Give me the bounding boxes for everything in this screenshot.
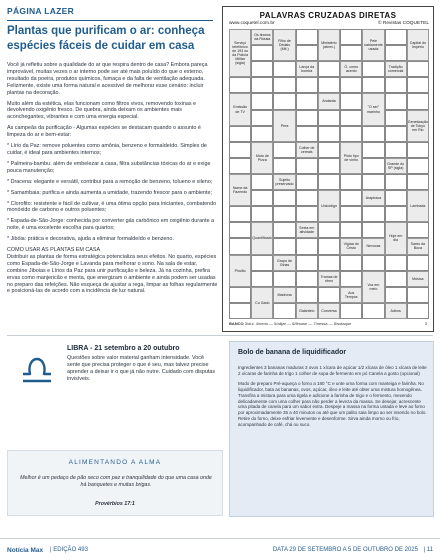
crossword-clue: Ó, como acento (340, 61, 362, 77)
crossword-clue: Lança da bomba (296, 61, 318, 77)
crossword-answer-cell[interactable] (229, 77, 251, 93)
crossword-answer-cell[interactable] (273, 271, 295, 287)
crossword-answer-cell[interactable] (340, 45, 362, 61)
crossword-clue: Grupo de Ginas (273, 255, 295, 271)
recipe-title: Bolo de banana de liquidificador (238, 349, 347, 356)
plant-list-item: * Samambaia: purifica e ainda aumenta a umidade, trazendo frescor para o ambiente; (7, 189, 212, 196)
crossword-answer-cell[interactable] (407, 287, 429, 303)
crossword-answer-cell[interactable] (385, 126, 407, 142)
crossword-answer-cell[interactable] (296, 110, 318, 126)
crossword-puzzle (222, 6, 434, 332)
crossword-answer-cell[interactable] (273, 222, 295, 238)
crossword-answer-cell[interactable] (251, 206, 273, 222)
crossword-clue: Capital do Império (407, 29, 429, 61)
crossword-answer-cell[interactable] (385, 77, 407, 93)
article-paragraph: Muito além da estética, elas funcionam como filtros vivos, removendo toxinas e devolvendo oxigênio fresco. De quebra, ainda deixam os ambientes mais aconchegantes, vibrantes e com uma energia especial. (7, 100, 197, 121)
crossword-clue: Pera (273, 110, 295, 142)
crossword-clue: Unicódigo (318, 190, 340, 222)
crossword-answer-cell[interactable] (362, 174, 384, 190)
crossword-clue: Filho de Dédalo (Mit.) (273, 29, 295, 61)
crossword-answer-cell[interactable] (296, 77, 318, 93)
crossword-answer-cell[interactable] (229, 142, 251, 158)
horoscope-box (7, 341, 223, 441)
crossword-answer-cell[interactable] (385, 45, 407, 61)
crossword-answer-cell[interactable] (229, 206, 251, 222)
page-footer (0, 538, 440, 560)
crossword-clue: Grande do SP (sigla) (385, 158, 407, 174)
plant-list-item: * Espada-de-São-Jorge: conhecida por converter gás carbônico em oxigênio durante a noite, é uma excelente escolha para quartos; (7, 218, 215, 232)
crossword-answer-cell[interactable] (385, 142, 407, 158)
crossword-answer-cell[interactable] (273, 93, 295, 109)
crossword-clue: Quantificado (251, 222, 273, 254)
crossword-clue: Os tiranos da Rússia (251, 29, 273, 45)
crossword-answer-cell[interactable] (273, 77, 295, 93)
crossword-answer-cell[interactable] (251, 126, 273, 142)
crossword-answer-cell[interactable] (385, 271, 407, 287)
crossword-answer-cell[interactable] (340, 93, 362, 109)
crossword-clue: Colher de cereais (296, 142, 318, 158)
crossword-answer-cell[interactable] (296, 190, 318, 206)
footer-page: | 11 (423, 547, 433, 553)
crossword-clue: Aos Tempos (340, 287, 362, 303)
crossword-answer-cell[interactable] (318, 77, 340, 93)
plant-list-item: * Lírio da Paz: remove poluentes como amônia, benzeno e formaldeído. Simples de cuidar, é ideal para ambientes internos; (7, 143, 207, 156)
crossword-clue: Sujeito preservado (273, 174, 295, 190)
crossword-answer-cell[interactable] (296, 174, 318, 190)
plant-list-item: * Palmeira-bambu: além de embelezar a casa, filtra substâncias tóxicas do ar e exige pouca manutenção; (7, 160, 211, 174)
crossword-credits (229, 21, 429, 26)
section-rule (7, 20, 213, 21)
crossword-answer-cell[interactable] (362, 158, 384, 174)
crossword-answer-cell[interactable] (340, 206, 362, 222)
crossword-answer-cell[interactable] (362, 77, 384, 93)
article-subheading: COMO USAR AS PLANTAS EM CASA (7, 247, 101, 254)
crossword-clue: Tramas de ritmo (318, 271, 340, 287)
crossword-bank (229, 321, 351, 326)
crossword-clue: Tradição comercial (385, 61, 407, 77)
article-paragraph: Distribuir as plantas de forma estratégica potencializa seus efeitos. No quarto, espécies como Espada-de-São-Jorge e Lavanda para melhorar o sono. Na sala de estar, combine Jiboias e Lírios da Paz para unir purificação e beleza. Já na cozinha, prefira ervas como manjericão e menta, que energizam o ambiente e ainda podem ser usadas no preparo das refeições. Não esqueça de ajustar a rega, limpar as folhas regularmente e posicioná-las de acordo com a incidência de luz natural. (7, 253, 218, 295)
crossword-clue: Madrona (273, 287, 295, 303)
crossword-answer-cell[interactable] (385, 93, 407, 109)
horoscope-title: LIBRA - 21 setembro a 20 outubro (67, 345, 180, 352)
crossword-answer-cell[interactable] (296, 238, 318, 254)
crossword-answer-cell[interactable] (296, 126, 318, 142)
crossword-answer-cell[interactable] (340, 110, 362, 126)
crossword-answer-cell[interactable] (229, 158, 251, 174)
crossword-bank-words: 3/dui. 4/nedo — 5/alijar — 6/fimose — 7/nessa — 8/sotaque (244, 321, 352, 326)
recipe-body (238, 365, 428, 428)
crossword-clue: Ministério (abrev.) (318, 29, 340, 61)
article-paragraph: As campeãs da purificação - Algumas espécies se destacam quando o assunto é limpeza do ar e bem-estar: (7, 125, 201, 139)
crossword-answer-cell[interactable] (229, 222, 251, 238)
crossword-answer-cell[interactable] (362, 222, 384, 238)
crossword-grid (229, 29, 429, 319)
crossword-answer-cell[interactable] (296, 93, 318, 109)
crossword-answer-cell[interactable] (407, 93, 429, 109)
crossword-answer-cell[interactable] (340, 126, 362, 142)
crossword-clue: Arapiraca (362, 190, 384, 206)
crossword-clue: Serviço telefônico de 193 ou da Polícia Militar (sigla) (229, 29, 251, 77)
crossword-answer-cell[interactable] (296, 206, 318, 222)
recipe-ingredients: Ingredientes 3 bananas maduras 3 ovos 1 xícara de açúcar 1/2 xícara de óleo 1 xícara de leite 2 xícaras de farinha de trigo 1 colher de sopa de fermento em pó Canela a gosto (opcional) (238, 365, 427, 376)
crossword-answer-cell[interactable] (251, 93, 273, 109)
crossword-answer-cell[interactable] (340, 174, 362, 190)
crossword-answer-cell[interactable] (251, 271, 273, 287)
crossword-answer-cell[interactable] (251, 77, 273, 93)
crossword-answer-cell[interactable] (407, 142, 429, 158)
article-headline: Plantas que purificam o ar: conheça espécies fáceis de cuidar em casa (7, 25, 205, 52)
crossword-clue: Emissão de TV (229, 93, 251, 125)
crossword-answer-cell[interactable] (385, 29, 407, 45)
plant-list-item: * Clorofito: resistente e fácil de cultivar, é uma ótima opção para iniciantes, combatendo monóxido de carbono e outros poluentes; (7, 200, 217, 214)
crossword-answer-cell[interactable] (318, 110, 340, 126)
article-paragraph: Você já refletiu sobre a qualidade do ar que respira dentro de casa? Embora pareça improvável, muitas vezes o ar interno pode ser até mais poluído do que o externo, resultado da poeira, produtos químicos, fumaça e da falta de ventilação adequada. Felizmente, existe uma forma natural e acessível de melhorar esse cenário: incluir plantas na decoração. (7, 62, 208, 96)
crossword-answer-cell[interactable] (362, 142, 384, 158)
crossword-answer-cell[interactable] (273, 190, 295, 206)
crossword-answer-cell[interactable] (318, 238, 340, 254)
crossword-clue: Genetização de Tokyo em Rio (407, 110, 429, 142)
crossword-clue: Conversa (318, 303, 340, 319)
crossword-answer-cell[interactable] (318, 287, 340, 303)
crossword-answer-cell[interactable] (385, 174, 407, 190)
section-divider (7, 335, 433, 336)
crossword-answer-cell[interactable] (251, 190, 273, 206)
crossword-answer-cell[interactable] (385, 206, 407, 222)
crossword-clue: Nevocas (362, 238, 384, 254)
crossword-answer-cell[interactable] (251, 174, 273, 190)
crossword-answer-cell[interactable] (407, 77, 429, 93)
crossword-answer-cell[interactable] (407, 222, 429, 238)
crossword-clue: Pinto tipo de vinho (340, 142, 362, 174)
crossword-answer-cell[interactable] (251, 110, 273, 126)
crossword-answer-cell[interactable] (318, 142, 340, 158)
proverb-box (7, 450, 223, 516)
crossword-answer-cell[interactable] (340, 303, 362, 319)
crossword-site: www.coquetel.com.br (229, 21, 275, 26)
crossword-title: PALAVRAS CRUZADAS DIRETAS (259, 11, 397, 20)
crossword-answer-cell[interactable] (229, 287, 251, 303)
crossword-answer-cell[interactable] (407, 255, 429, 271)
crossword-answer-cell[interactable] (229, 126, 251, 142)
crossword-answer-cell[interactable] (318, 61, 340, 77)
proverb-title: ALIMENTANDO A ALMA (68, 459, 162, 466)
crossword-answer-cell[interactable] (407, 158, 429, 174)
crossword-clue: Lambada (407, 190, 429, 222)
crossword-clue: Pele sabiamente usada (362, 29, 384, 61)
recipe-box (229, 341, 434, 517)
crossword-answer-cell[interactable] (318, 174, 340, 190)
footer-brand: Notícia Max (7, 547, 44, 554)
horoscope-text: Questões sobre valor material ganham intensidade. Você sente que precisa proteger o que é seu, mas talvez precise aprender a deixar ir o que já não nutre. Cuidado com disputas invisíveis. (67, 355, 216, 382)
plant-list-item: * Jibóia: prática e decorativa, ajuda a eliminar formaldeído e benzeno. (7, 236, 174, 243)
crossword-answer-cell[interactable] (340, 29, 362, 45)
crossword-clue: Adeus (385, 303, 407, 319)
crossword-answer-cell[interactable] (273, 142, 295, 158)
crossword-answer-cell[interactable] (340, 77, 362, 93)
crossword-answer-cell[interactable] (318, 222, 340, 238)
proverb-reference: Provérbios 17:1 (95, 501, 135, 507)
crossword-answer-cell[interactable] (407, 174, 429, 190)
crossword-answer-cell[interactable] (340, 255, 362, 271)
crossword-answer-cell[interactable] (296, 29, 318, 45)
crossword-clue: Pirulito (229, 255, 251, 287)
crossword-answer-cell[interactable] (362, 126, 384, 142)
crossword-answer-cell[interactable] (296, 255, 318, 271)
crossword-answer-cell[interactable] (362, 303, 384, 319)
crossword-answer-cell[interactable] (362, 61, 384, 77)
crossword-answer-cell[interactable] (385, 287, 407, 303)
crossword-answer-cell[interactable] (273, 303, 295, 319)
crossword-answer-cell[interactable] (273, 158, 295, 174)
recipe-method: Modo de preparo Pré-aqueça o forno a 180 °C e unte uma forma com manteiga e farinha. No liquidificador, bata as bananas, ovos, açúcar, óleo e leite até obter uma mistura homogênea. Transfira a mistura para uma tigela e adicione a farinha de trigo e o fermento, mexendo delicadamente com uma colher para não perder a leveza da massa. Se desejar, acrescente uma pitada de canela para um sabor extra. Despeje a massa na forma untada e leve ao forno por aproximadamente 35 a 40 minutos ou até que um palito saia limpo ao ser inserido no bolo. Retire do forno, deixe esfriar levemente e desenforme. Sirva ainda morno ou frio, acompanhado de café, chá ou suco. (238, 380, 427, 428)
crossword-answer-cell[interactable] (229, 238, 251, 254)
crossword-clue: Andanta (318, 93, 340, 109)
crossword-answer-cell[interactable] (296, 158, 318, 174)
crossword-answer-cell[interactable] (251, 61, 273, 77)
crossword-answer-cell[interactable] (362, 255, 384, 271)
crossword-answer-cell[interactable] (229, 303, 251, 319)
crossword-answer-cell[interactable] (407, 303, 429, 319)
crossword-copyright: © Revistas COQUETEL (378, 21, 429, 26)
crossword-answer-cell[interactable] (296, 271, 318, 287)
crossword-page-number: 3 (424, 321, 427, 326)
crossword-answer-cell[interactable] (385, 255, 407, 271)
crossword-clue: Santo da Boca (407, 238, 429, 254)
proverb-text: Melhor é um pedaço de pão seco com paz e tranquilidade do que uma casa onde há banquetes e muitas brigas. (20, 475, 212, 488)
crossword-answer-cell[interactable] (251, 255, 273, 271)
crossword-answer-cell[interactable] (318, 158, 340, 174)
plant-list-item: * Dracena: elegante e versátil, contribui para a remoção de benzeno, tolueno e xileno; (7, 178, 213, 185)
crossword-clue: Hoje em dia (385, 222, 407, 254)
crossword-answer-cell[interactable] (340, 222, 362, 238)
crossword-answer-cell[interactable] (362, 206, 384, 222)
footer-edition: | EDIÇÃO 493 (50, 547, 88, 553)
crossword-answer-cell[interactable] (273, 61, 295, 77)
crossword-clue: Música (407, 271, 429, 287)
crossword-clue: Voz em meio (362, 271, 384, 303)
section-tag: PÁGINA LAZER (7, 6, 75, 16)
crossword-clue: Galanteio (296, 303, 318, 319)
article-body (7, 62, 219, 295)
crossword-answer-cell[interactable] (296, 45, 318, 61)
crossword-answer-cell[interactable] (385, 190, 407, 206)
footer-date: DATA 29 DE SETEMBRO A 5 DE OUTUBRO DE 2025 (272, 547, 418, 553)
crossword-clue: Moto de Pizza (251, 142, 273, 174)
crossword-bank-label: BANCO (229, 321, 244, 326)
crossword-answer-cell[interactable] (273, 206, 295, 222)
crossword-answer-cell[interactable] (296, 287, 318, 303)
crossword-answer-cell[interactable] (318, 255, 340, 271)
crossword-answer-cell[interactable] (273, 238, 295, 254)
crossword-answer-cell[interactable] (318, 126, 340, 142)
libra-icon (15, 347, 59, 391)
crossword-clue: Nome da Fazendo (229, 174, 251, 206)
crossword-answer-cell[interactable] (407, 61, 429, 77)
crossword-clue: Sexta em atividade (296, 222, 318, 238)
crossword-clue: Cu Gado (251, 287, 273, 319)
crossword-answer-cell[interactable] (385, 110, 407, 126)
crossword-clue: "O ser" marinho (362, 93, 384, 125)
crossword-answer-cell[interactable] (340, 271, 362, 287)
crossword-clue: Vigíaa do Cristo (340, 238, 362, 254)
crossword-answer-cell[interactable] (340, 190, 362, 206)
crossword-answer-cell[interactable] (251, 45, 273, 61)
